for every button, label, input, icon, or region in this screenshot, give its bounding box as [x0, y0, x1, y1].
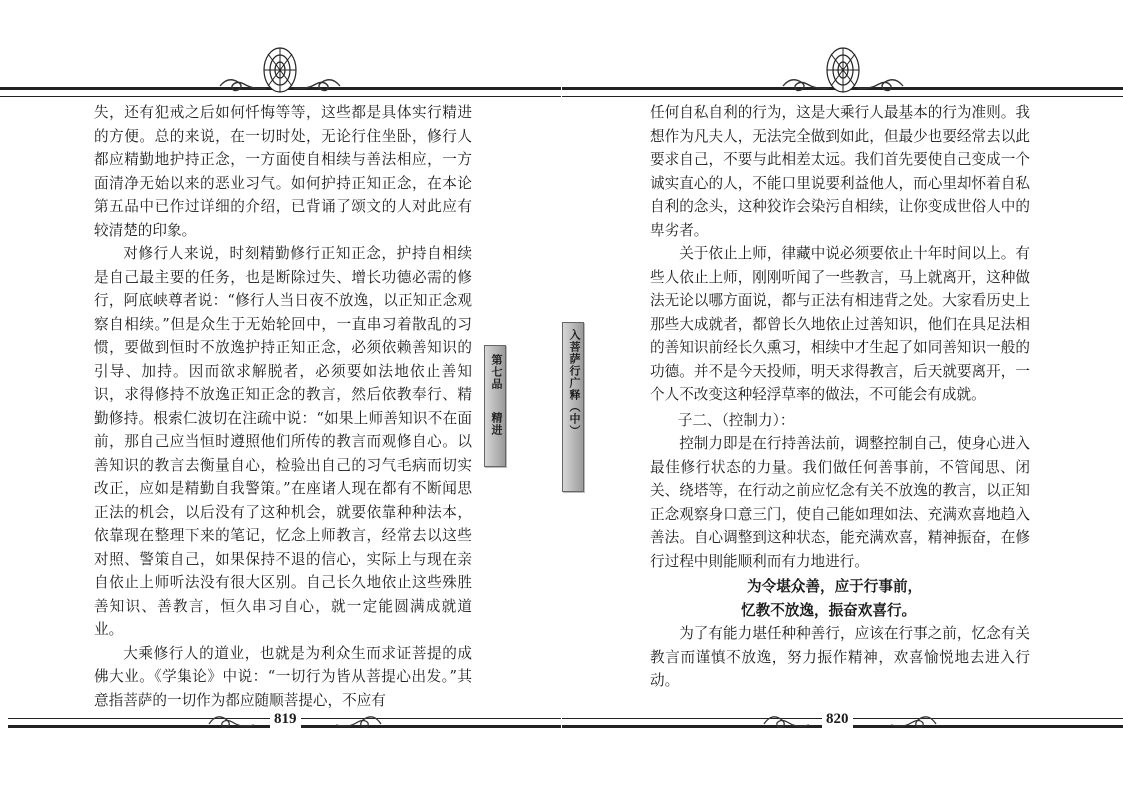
paragraph: 任何自私自利的行为，这是大乘行人最基本的行为准则。我想作为凡夫人，无法完全做到如此，但最少也要经常去以此要求自己，不要与此相差太远。我们首先要使自己变成一个诚实直心的人，不能口里说要利益他人，而心里却怀着自私自利的念头，这种狡诈会染污自相续，让你变成世俗人中的卑劣者。 — [650, 104, 1030, 239]
paragraph: 为了有能力堪任种种善行，应该在行事之前，忆念有关教言而谨慎不放逸，努力振作精神，欢喜愉悦地去进入行动。 — [650, 625, 1030, 689]
right-page — [562, 0, 1123, 794]
chapter-tab-chapter: 第七品 — [490, 354, 503, 390]
paragraph: 失，还有犯戒之后如何忏悔等等，这些都是具体实行精进的方便。总的来说，在一切时处，无论行住坐卧，修行人都应精勤地护持正念，一方面使自相续与善法相应，一方面清净无始以来的恶业习气。如何护持正知正念，在本论第五品中已作过详细的介绍，已背诵了颂文的人对此应有较清楚的印象。 — [94, 104, 472, 239]
lotus-cloud-ornament-icon — [773, 40, 913, 100]
page-number: 820 — [822, 711, 853, 728]
verse-line: 为令堪众善，应于行事前， — [747, 578, 923, 595]
body-text — [650, 101, 1030, 693]
book-title-tab — [562, 322, 584, 492]
verse-line: 忆教不放逸，振奋欢喜行。 — [741, 601, 917, 619]
book-title-tab-text: 入菩萨行广释（中） — [568, 329, 581, 437]
body-text — [94, 101, 472, 712]
lotus-cloud-ornament-icon — [210, 40, 350, 100]
paragraph: 控制力即是在行持善法前，调整控制自己，使身心进入最佳修行状态的力量。我们做任何善事前，不管闻思、闭关、绕塔等，在行动之前应忆念有关不放逸的教言，以正知正念观察身口意三门，使自己能如理如法、充满欢喜地趋入善法。自心调整到这种状态，能充满欢喜，精神振奋，在修行过程中則能顺利而有力地进行。 — [650, 435, 1030, 570]
chapter-tab — [484, 345, 506, 467]
chapter-tab-title: 精进 — [490, 412, 503, 436]
paragraph: 关于依止上师，律藏中说必须要依止十年时间以上。有些人依止上师，刚刚听闻了一些教言，马上就离开，这种做法无论以哪方面说，都与正法有相违背之处。大家看历史上那些大成就者，都曾长久地依止过善知识，他们在具足法相的善知识前经长久熏习，相续中才生起了如同善知识一般的功德。并不是今天投师，明天求得教言，后天就要离开，一个人不改变这种轻浮草率的做法，不可能会有成就。 — [650, 245, 1030, 403]
paragraph: 大乘修行人的道业，也就是为利众生而求证菩提的成佛大业。《学集论》中说：“一切行为皆从菩提心出发。”其意指菩萨的一切作为都应随顺菩提心，不应有 — [94, 644, 472, 709]
left-page — [0, 0, 561, 794]
section-heading: 子二、（控制力）： — [677, 411, 795, 429]
page-number: 819 — [270, 711, 301, 728]
paragraph: 对修行人来说，时刻精勤修行正知正念，护持自相续是自己最主要的任务，也是断除过失、增长功德必需的修行，阿底峡尊者说：“修行人当日夜不放逸，以正知正念观察自相续。”但是众生于无始轮回中，一直串习着散乱的习惯，要做到恒时不放逸护持正知正念，必须依赖善知识的引导、加持。因而欲求解脱者，必须要如法地依止善知识，求得修持不放逸正知正念的教言，然后依教奉行、精勤修持。根索仁波切在注疏中说：“如果上师善知识不在面前，那自己应当恒时遵照他们所传的教言而观修自心。以善知识的教言去衡量自心，检验出自己的习气毛病而切实改正，应如是精勤自我警策。”在座诸人现在都有不断闻思正法的机会，以后没有了这种机会，就要依靠种种法本，依靠现在整理下来的笔记，忆念上师教言，经常去以这些对照、警策自己，如果保持不退的信心，实际上与现在亲自依止上师听法没有很大区别。自己长久地依止这些殊胜善知识、善教言，恒久串习自心，就一定能圆满成就道业。 — [94, 245, 472, 638]
